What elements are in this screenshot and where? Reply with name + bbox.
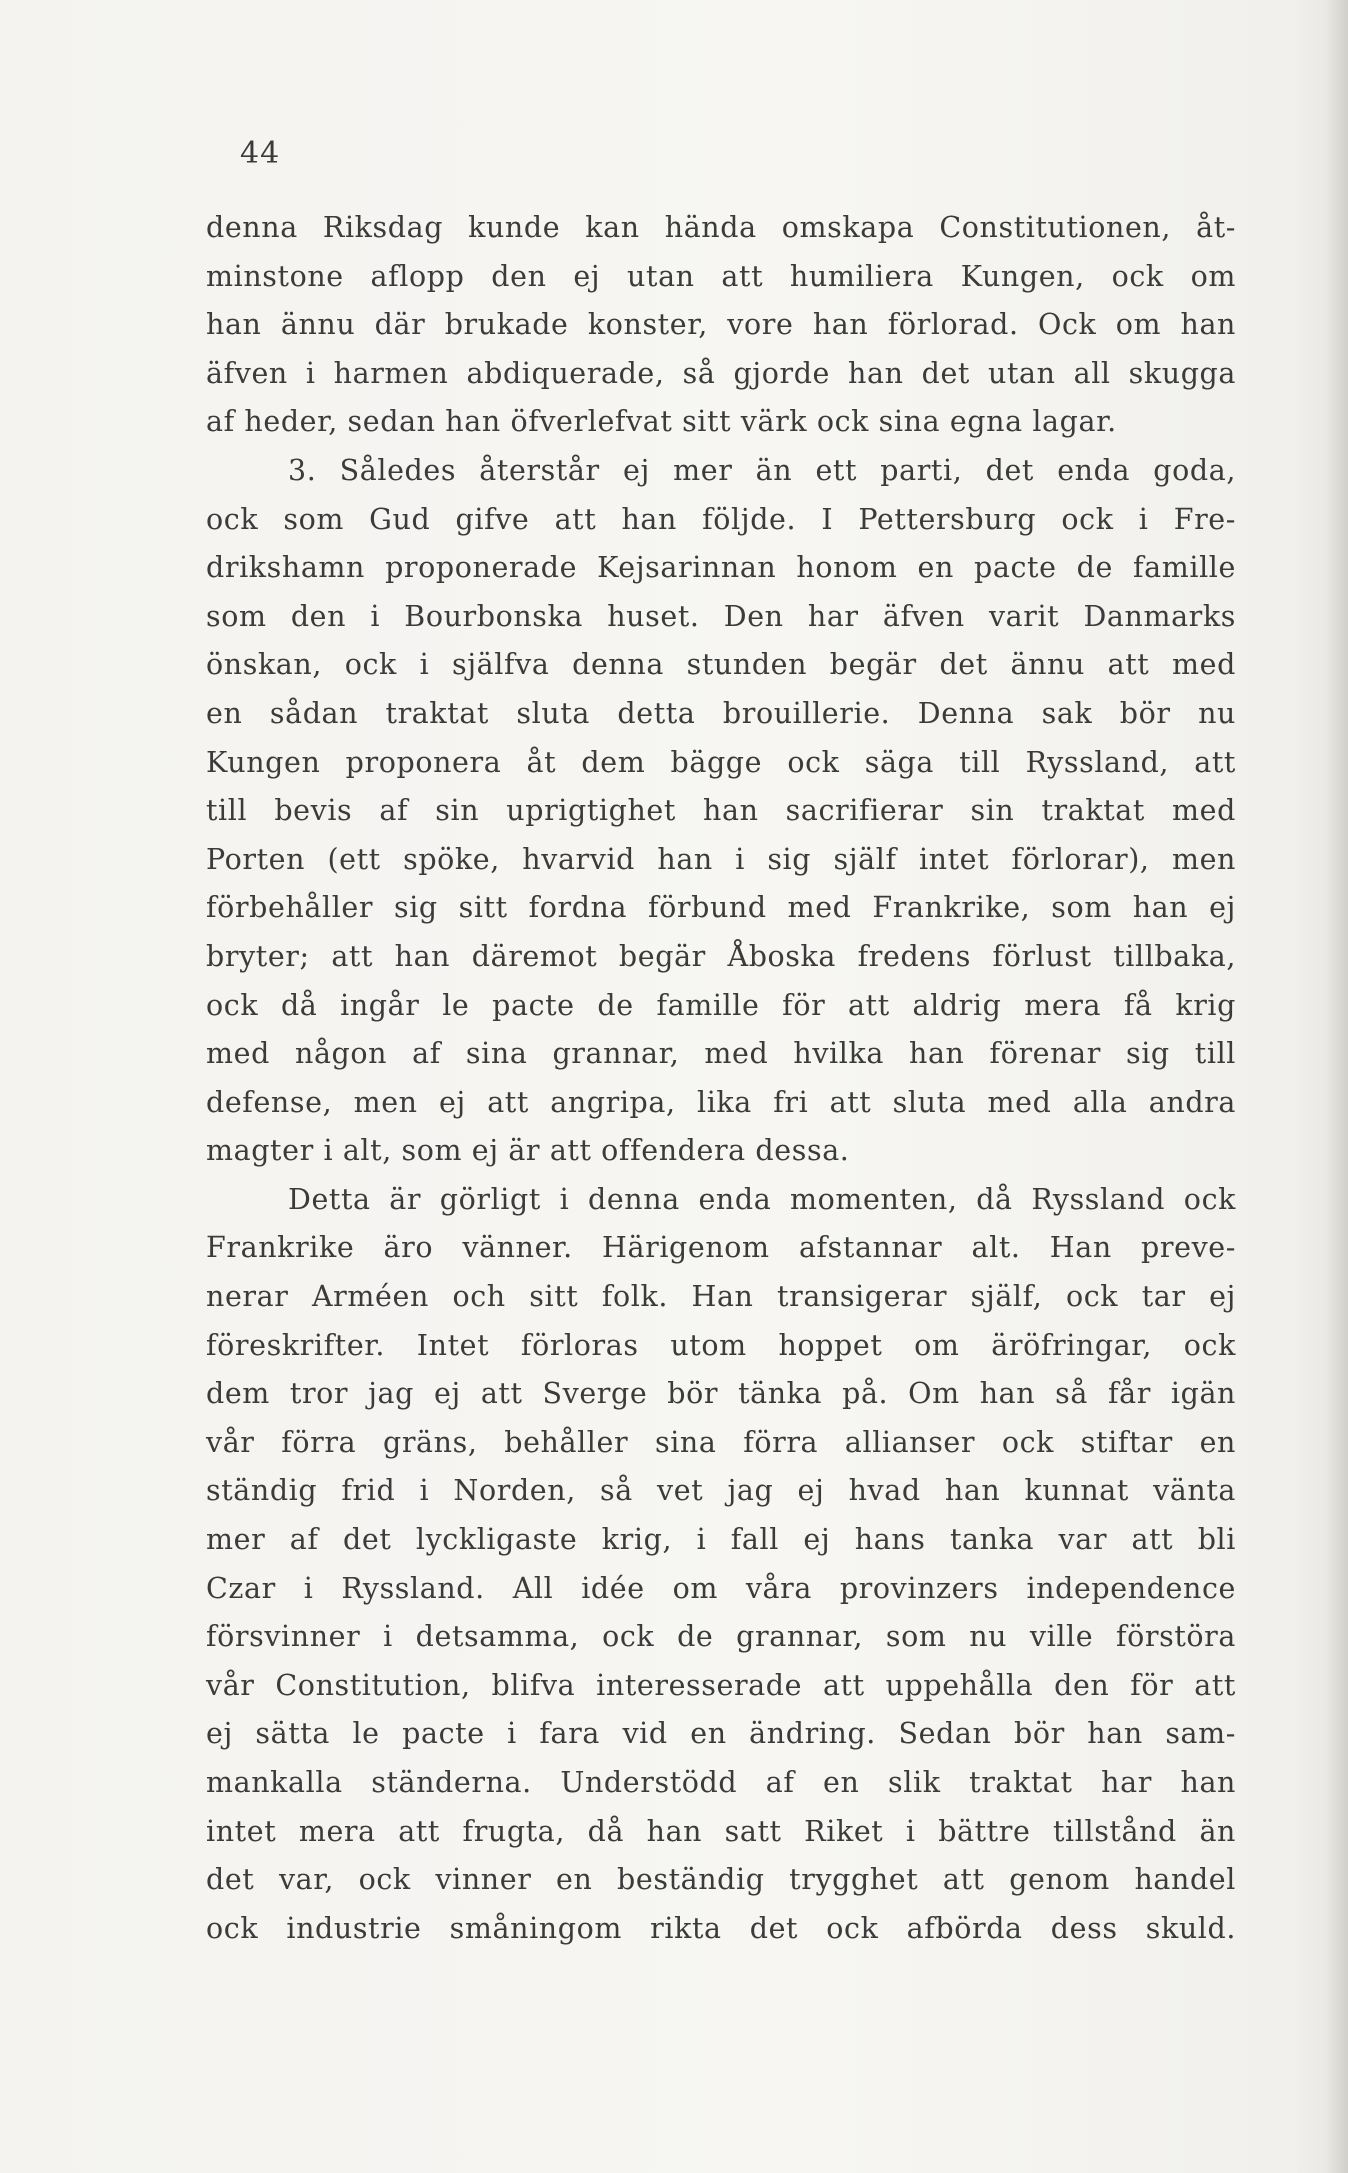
text-line: en sådan traktat sluta detta brouillerie. Denna sak bör nu	[206, 696, 1236, 730]
text-line: Frankrike äro vänner. Härigenom afstannar alt. Han preve-	[206, 1231, 1236, 1265]
text-line: Porten (ett spöke, hvarvid han i sig själf intet förlorar), men	[206, 842, 1236, 876]
text-line: defense, men ej att angripa, lika fri att sluta med alla andra	[206, 1085, 1236, 1119]
text-line: Detta är görligt i denna enda momenten, då Ryssland ock	[288, 1182, 1236, 1216]
text-line: som den i Bourbonska huset. Den har äfven varit Danmarks	[206, 599, 1236, 633]
body-text	[206, 204, 1236, 1953]
text-line: bryter; att han däremot begär Åboska fredens förlust tillbaka,	[206, 939, 1236, 973]
page-edge-shadow	[1326, 0, 1348, 2173]
text-line: ständig frid i Norden, så vet jag ej hvad han kunnat vänta	[206, 1474, 1236, 1508]
text-line: intet mera att frugta, då han satt Riket i bättre tillstånd än	[206, 1814, 1236, 1848]
text-line: nerar Arméen och sitt folk. Han transigerar själf, ock tar ej	[206, 1280, 1236, 1314]
text-line: minstone aflopp den ej utan att humiliera Kungen, ock om	[206, 259, 1236, 293]
text-line: äfven i harmen abdiquerade, så gjorde han det utan all skugga	[206, 356, 1236, 390]
text-line: ej sätta le pacte i fara vid en ändring. Sedan bör han sam-	[206, 1717, 1236, 1751]
text-line: dem tror jag ej att Sverge bör tänka på. Om han så får igän	[206, 1377, 1236, 1411]
text-line: förbehåller sig sitt fordna förbund med Frankrike, som han ej	[206, 891, 1236, 925]
text-line: vår förra gräns, behåller sina förra allianser ock stiftar en	[206, 1425, 1236, 1459]
text-line: föreskrifter. Intet förloras utom hoppet om äröfringar, ock	[206, 1328, 1236, 1362]
text-line: mankalla ständerna. Understödd af en slik traktat har han	[206, 1766, 1236, 1799]
text-line: han ännu där brukade konster, vore han förlorad. Ock om han	[206, 308, 1236, 342]
text-line: 3. Således återstår ej mer än ett parti, det enda goda,	[288, 453, 1236, 487]
text-line: ock som Gud gifve att han följde. I Pettersburg ock i Fre-	[206, 502, 1236, 536]
text-line: af heder, sedan han öfverlefvat sitt värk ock sina egna lagar.	[206, 405, 1117, 439]
text-line: till bevis af sin uprigtighet han sacrifierar sin traktat med	[206, 794, 1236, 828]
text-line: denna Riksdag kunde kan hända omskapa Constitutionen, åt-	[206, 211, 1236, 244]
text-line: önskan, ock i själfva denna stunden begär det ännu att med	[206, 648, 1236, 682]
text-line: mer af det lyckligaste krig, i fall ej hans tanka var att bli	[206, 1523, 1236, 1557]
text-line: drikshamn proponerade Kejsarinnan honom en pacte de famille	[206, 551, 1236, 585]
text-line: magter i alt, som ej är att offendera dessa.	[206, 1134, 850, 1168]
text-line: ock då ingår le pacte de famille för att aldrig mera få krig	[206, 988, 1236, 1022]
page-number: 44	[240, 136, 281, 171]
text-line: Kungen proponera åt dem bägge ock säga till Ryssland, att	[206, 745, 1236, 779]
text-line: ock industrie småningom rikta det ock afbörda dess skuld.	[206, 1911, 1236, 1945]
text-line: vår Constitution, blifva interesserade att uppehålla den för att	[206, 1668, 1236, 1702]
text-line: med någon af sina grannar, med hvilka han förenar sig till	[206, 1037, 1236, 1071]
text-line: Czar i Ryssland. All idée om våra provinzers independence	[206, 1571, 1236, 1605]
text-line: det var, ock vinner en beständig trygghet att genom handel	[206, 1863, 1236, 1897]
text-line: försvinner i detsamma, ock de grannar, som nu ville förstöra	[206, 1620, 1236, 1654]
